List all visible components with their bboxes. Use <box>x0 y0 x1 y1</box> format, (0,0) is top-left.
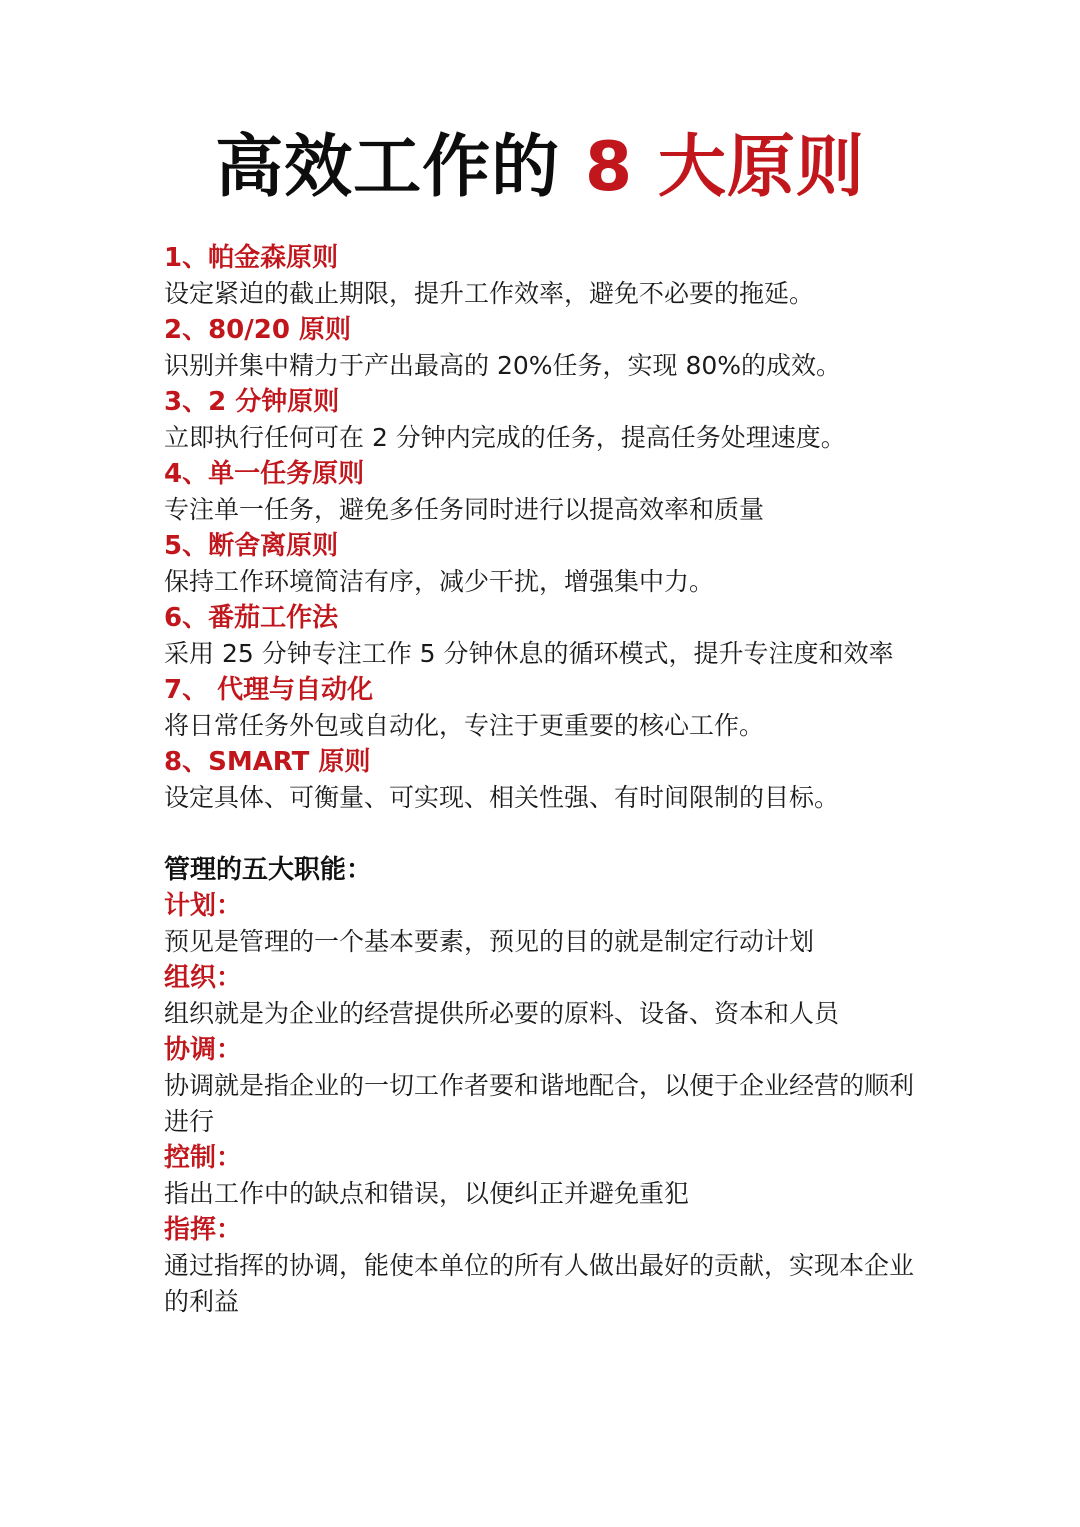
management-section <box>164 852 924 1320</box>
principle-text: 识别并集中精力于产出最高的 20%任务，实现 80%的成效。 <box>164 351 842 380</box>
principle-heading: 5、断舍离原则 <box>164 531 339 561</box>
function-text: 指出工作中的缺点和错误，以便纠正并避免重犯 <box>164 1179 690 1208</box>
principle-heading: 8、SMART 原则 <box>164 747 371 777</box>
principle-item <box>164 528 924 600</box>
function-heading: 指挥： <box>164 1215 243 1245</box>
principle-heading: 4、单一任务原则 <box>164 459 365 489</box>
principle-text: 保持工作环境简洁有序，减少干扰，增强集中力。 <box>164 567 715 596</box>
principle-text: 设定具体、可衡量、可实现、相关性强、有时间限制的目标。 <box>164 783 840 812</box>
function-text: 协调就是指企业的一切工作者要和谐地配合，以便于企业经营的顺利进行 <box>164 1071 915 1136</box>
function-heading: 控制： <box>164 1143 243 1173</box>
principle-heading: 2、80/20 原则 <box>164 315 352 345</box>
page-title <box>0 128 1080 208</box>
function-item <box>164 960 924 1032</box>
principle-text: 专注单一任务，避免多任务同时进行以提高效率和质量 <box>164 495 765 524</box>
management-heading: 管理的五大职能： <box>164 855 373 885</box>
function-text: 通过指挥的协调，能使本单位的所有人做出最好的贡献，实现本企业的利益 <box>164 1251 915 1316</box>
principle-text: 将日常任务外包或自动化，专注于更重要的核心工作。 <box>164 711 765 740</box>
function-text: 预见是管理的一个基本要素，预见的目的就是制定行动计划 <box>164 927 815 956</box>
function-item <box>164 1140 924 1212</box>
principle-list <box>164 240 924 816</box>
function-item <box>164 1212 924 1320</box>
principle-heading: 6、番茄工作法 <box>164 603 339 633</box>
content-body <box>164 240 924 1320</box>
principle-item <box>164 672 924 744</box>
principle-text: 采用 25 分钟专注工作 5 分钟休息的循环模式，提升专注度和效率 <box>164 639 894 668</box>
principle-item <box>164 384 924 456</box>
page-title-accent: 8 大原则 <box>584 128 865 207</box>
principle-item <box>164 312 924 384</box>
function-heading: 组织： <box>164 963 243 993</box>
principle-heading: 7、 代理与自动化 <box>164 675 374 705</box>
function-heading: 协调： <box>164 1035 243 1065</box>
principle-text: 立即执行任何可在 2 分钟内完成的任务，提高任务处理速度。 <box>164 423 846 452</box>
page-title-prefix: 高效工作的 <box>215 128 561 207</box>
principle-item <box>164 456 924 528</box>
function-item <box>164 888 924 960</box>
function-text: 组织就是为企业的经营提供所必要的原料、设备、资本和人员 <box>164 999 840 1028</box>
principle-item <box>164 744 924 816</box>
principle-heading: 3、2 分钟原则 <box>164 387 340 417</box>
section-spacer <box>164 816 924 852</box>
principle-item <box>164 600 924 672</box>
principle-item <box>164 240 924 312</box>
function-item <box>164 1032 924 1140</box>
function-heading: 计划： <box>164 891 243 921</box>
principle-heading: 1、帕金森原则 <box>164 243 339 273</box>
principle-text: 设定紧迫的截止期限，提升工作效率，避免不必要的拖延。 <box>164 279 815 308</box>
